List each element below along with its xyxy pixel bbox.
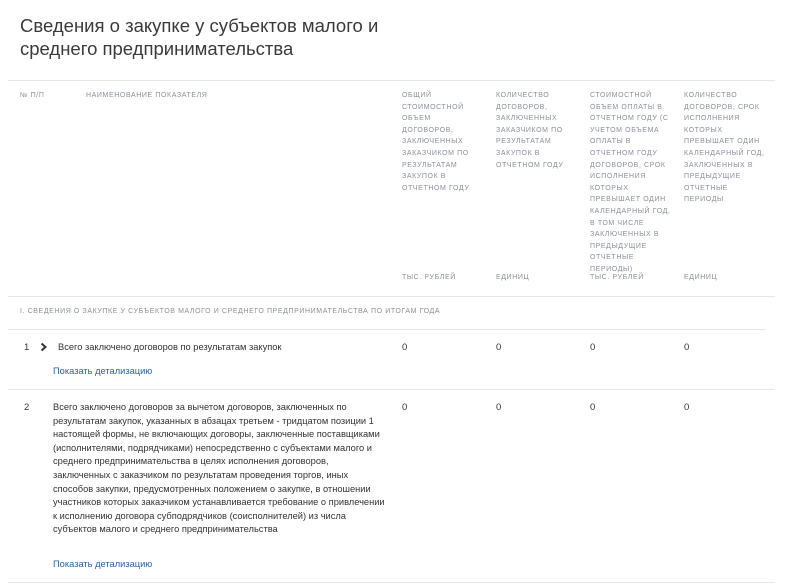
header-col-contract-count: КОЛИЧЕСТВО ДОГОВОРОВ, ЗАКЛЮЧЕННЫХ ЗАКАЗЧИКОМ ПО РЕЗУЛЬТАТАМ ЗАКУПОК В ОТЧЕТНОМ ГОДУ [496, 92, 564, 169]
unit-col-2: ЕДИНИЦ [496, 274, 530, 281]
unit-col-1: ТЫС. РУБЛЕЙ [402, 274, 456, 281]
row-value: 0 [402, 402, 408, 413]
row-value: 0 [496, 342, 502, 353]
row-value: 0 [402, 342, 408, 353]
divider [8, 296, 775, 297]
row-indicator-name: Всего заключено договоров за вычетом договоров, заключенных по результатам закупок, указанных в абзацах третьем - тридцатом позиции 1 настоящей формы, не включающих договоры, заключенные поставщиками (исполнителями, подрядчиками) непосредственно с субъектами малого и среднего предпринимательства в целях исполнения договоров, заключенных с заказчиком по результатам проведения торгов, иных способов закупки, предусмотренных положением о закупке, в отношении участников которых заказчиком устанавливается требование о привлечении к исполнению договора субподрядчиков (соисполнителей) из числа субъектов малого и среднего предпринимательства [53, 402, 385, 535]
chevron-right-icon[interactable] [38, 341, 50, 353]
divider [8, 582, 775, 583]
divider [8, 80, 775, 81]
row-value: 0 [684, 402, 690, 413]
divider [8, 389, 775, 390]
row-value: 0 [684, 342, 690, 353]
unit-col-3: ТЫС. РУБЛЕЙ [590, 274, 644, 281]
row-indicator-name: Всего заключено договоров по результатам закупок [58, 342, 282, 352]
show-details-link[interactable]: Показать детализацию [53, 366, 153, 376]
header-col-long-contracts: КОЛИЧЕСТВО ДОГОВОРОВ, СРОК ИСПОЛНЕНИЯ КОТОРЫХ ПРЕВЫШАЕТ ОДИН КАЛЕНДАРНЫЙ ГОД, ЗАКЛЮЧЕННЫХ В ПРЕДЫДУЩИЕ ОТЧЕТНЫЕ ПЕРИОДЫ [684, 92, 765, 204]
section-title: I. СВЕДЕНИЯ О ЗАКУПКЕ У СУБЪЕКТОВ МАЛОГО И СРЕДНЕГО ПРЕДПРИНИМАТЕЛЬСТВА ПО ИТОГАМ ГОДА [20, 308, 441, 315]
header-col-total-value: ОБЩИЙ СТОИМОСТНОЙ ОБЪЕМ ДОГОВОРОВ, ЗАКЛЮЧЕННЫХ ЗАКАЗЧИКОМ ПО РЕЗУЛЬТАТАМ ЗАКУПОК В ОТЧЕТНОМ ГОДУ [402, 92, 470, 192]
page-title: Сведения о закупке у субъектов малого и среднего предпринимательства [20, 15, 379, 59]
show-details-link[interactable]: Показать детализацию [53, 559, 153, 569]
header-col-payment-value: СТОИМОСТНОЙ ОБЪЕМ ОПЛАТЫ В ОТЧЕТНОМ ГОДУ (С УЧЕТОМ ОБЪЕМА ОПЛАТЫ В ОТЧЕТНОМ ГОДУ ДОГОВОРОВ, СРОК ИСПОЛНЕНИЯ КОТОРЫХ ПРЕВЫШАЕТ ОДИН КАЛЕНДАРНЫЙ ГОД, В ТОМ ЧИСЛЕ ЗАКЛЮЧЕННЫХ В ПРЕДЫДУЩИЕ ОТЧЕТНЫЕ ПЕРИОДЫ) [590, 92, 671, 273]
row-number: 2 [24, 402, 30, 413]
row-value: 0 [590, 402, 596, 413]
row-value: 0 [496, 402, 502, 413]
header-num: № П/П [20, 92, 45, 99]
row-number: 1 [24, 342, 30, 353]
header-name: НАИМЕНОВАНИЕ ПОКАЗАТЕЛЯ [86, 92, 208, 99]
row-value: 0 [590, 342, 596, 353]
divider [8, 329, 765, 330]
unit-col-4: ЕДИНИЦ [684, 274, 718, 281]
